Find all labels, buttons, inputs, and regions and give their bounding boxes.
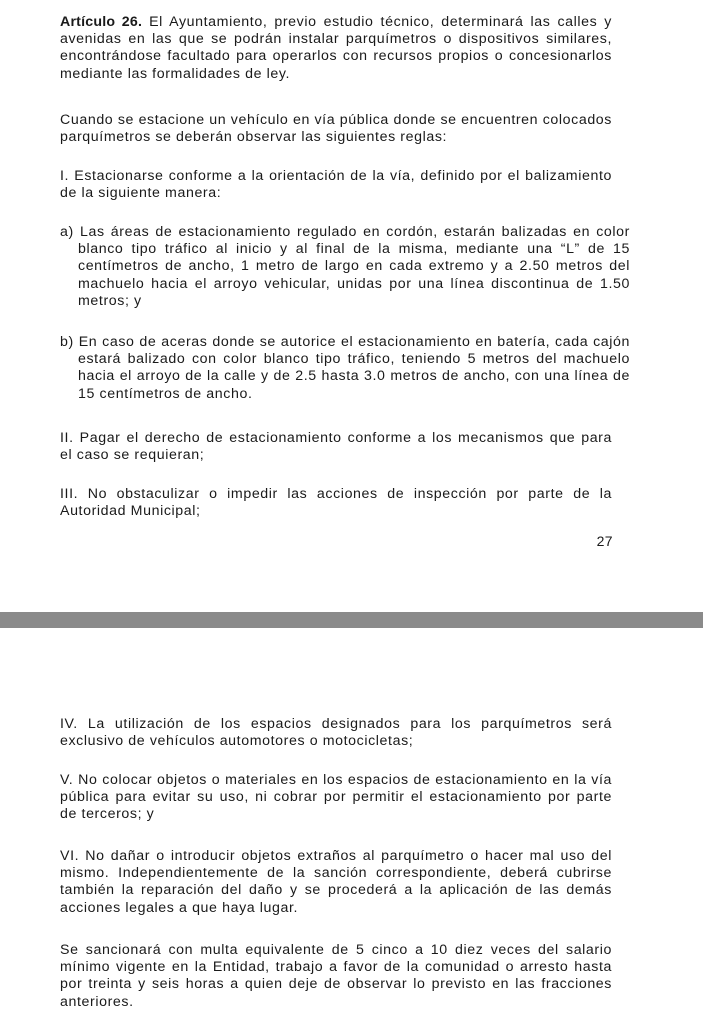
rule-3-paragraph: III. No obstaculizar o impedir las acciones de inspección por parte de la Autoridad Municipal;	[60, 486, 612, 520]
rule-2-paragraph: II. Pagar el derecho de estacionamiento conforme a los mecanismos que para el caso se requieran;	[60, 430, 612, 464]
page-separator	[0, 612, 703, 628]
document-page-bottom	[0, 628, 703, 1024]
rule-4-paragraph: IV. La utilización de los espacios designados para los parquímetros será exclusivo de vehículos automotores o motocicletas;	[60, 716, 612, 750]
intro-paragraph: Cuando se estacione un vehículo en vía pública donde se encuentren colocados parquímetros se deberán observar las siguientes reglas:	[60, 112, 612, 146]
article-heading: Artículo 26.	[60, 14, 143, 30]
rule-5-paragraph: V. No colocar objetos o materiales en los espacios de estacionamiento en la vía pública para evitar su uso, ni cobrar por permitir el estacionamiento por parte de terceros; y	[60, 772, 612, 823]
sanction-paragraph: Se sancionará con multa equivalente de 5 cinco a 10 diez veces del salario mínimo vigente en la Entidad, trabajo a favor de la comunidad o arresto hasta por treinta y seis horas a quien deje de observar lo previsto en las fracciones anteriores.	[60, 942, 612, 1010]
rule-1b-paragraph: b) En caso de aceras donde se autorice el estacionamiento en batería, cada cajón estará balizado con color blanco tipo tráfico, teniendo 5 metros del machuelo hacia el arroyo de la calle y de 2.5 hasta 3.0 metros de ancho, con una línea de 15 centímetros de ancho.	[60, 334, 630, 402]
article-text: El Ayuntamiento, previo estudio técnico, determinará las calles y avenidas en las que se podrán instalar parquímetros o dispositivos similares, encontrándose facultado para operarlos con recursos propios o concesionarlos mediante las formalidades de ley.	[60, 14, 612, 82]
rule-1a-paragraph: a) Las áreas de estacionamiento regulado en cordón, estarán balizadas en color blanco tipo tráfico al inicio y al final de la misma, mediante una “L” de 15 centímetros de ancho, 1 metro de largo en cada extremo y a 2.50 metros del machuelo hacia el arroyo vehicular, unidas por una línea discontinua de 1.50 metros; y	[60, 224, 630, 309]
rule-6-paragraph: VI. No dañar o introducir objetos extraños al parquímetro o hacer mal uso del mismo. Independientemente de la sanción correspondiente, deberá cubrirse también la reparación del daño y se procederá a la aplicación de las demás acciones legales a que haya lugar.	[60, 848, 612, 916]
article-26-paragraph	[60, 14, 612, 83]
page-number: 27	[596, 533, 613, 549]
rule-1-paragraph: I. Estacionarse conforme a la orientación de la vía, definido por el balizamiento de la siguiente manera:	[60, 168, 612, 202]
